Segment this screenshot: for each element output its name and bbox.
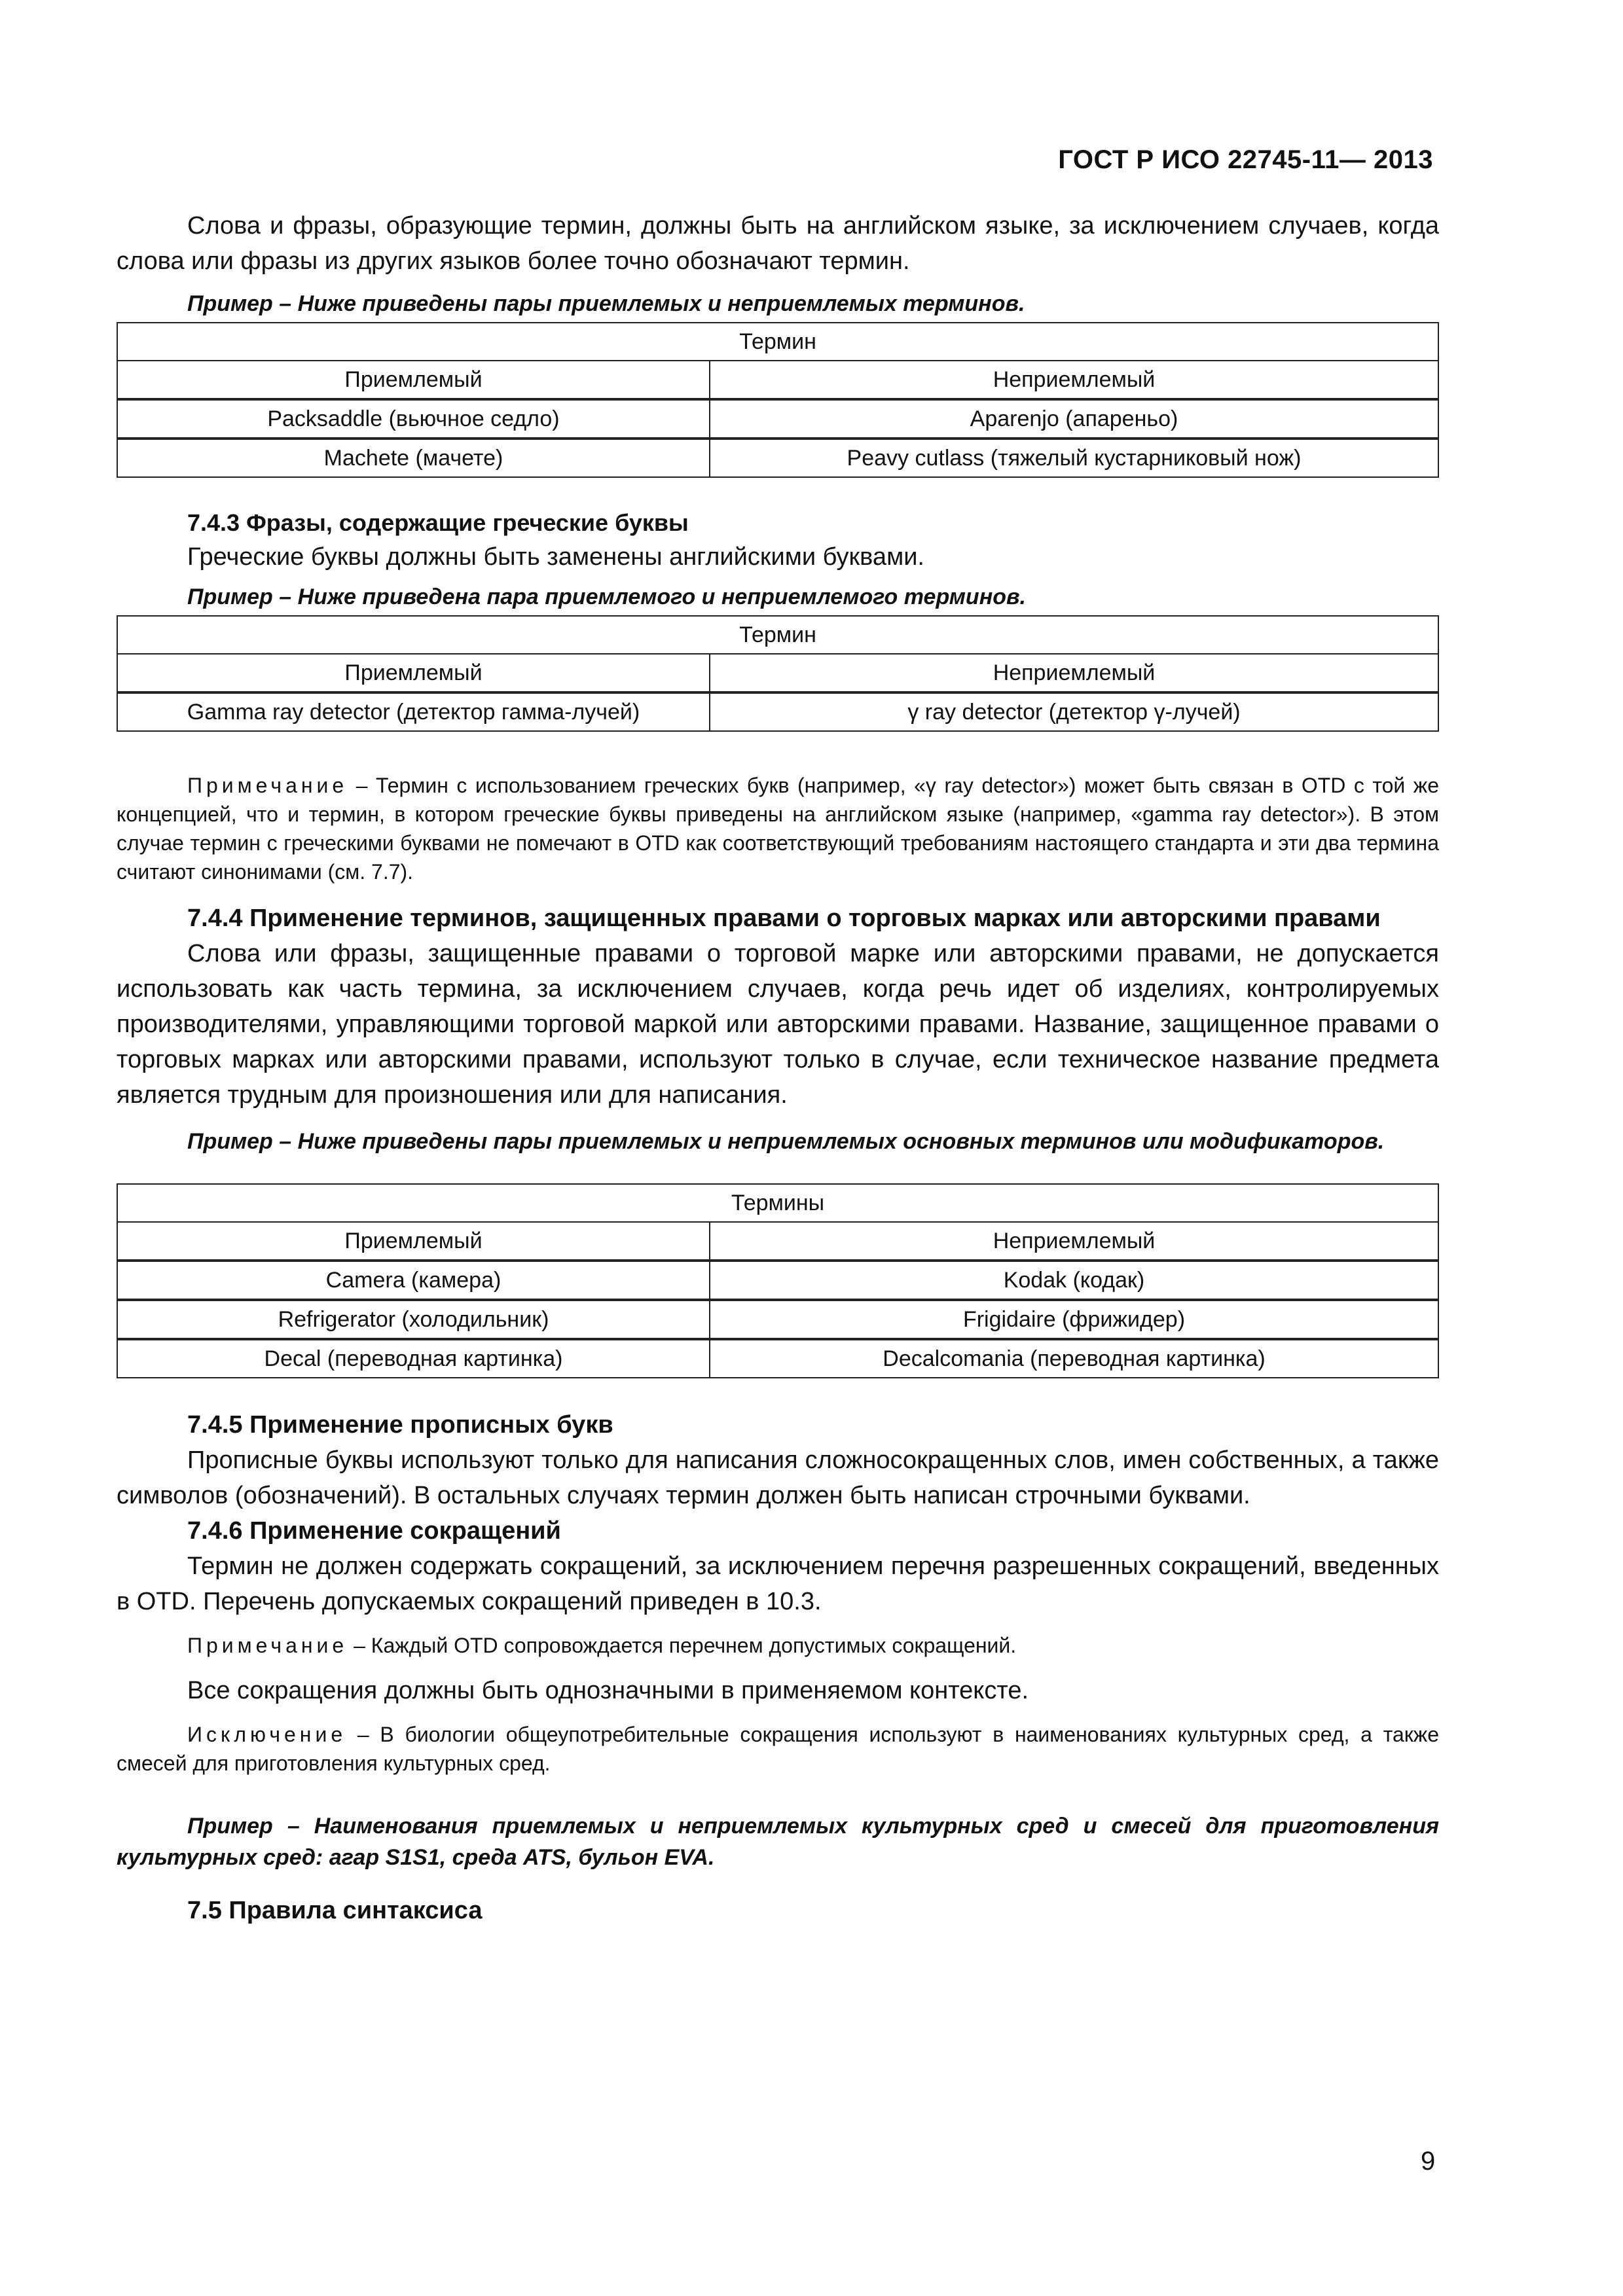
section-paragraph: Прописные буквы используют только для написания сложносокращенных слов, имен собственных, а также символов (обозначений). В остальных случаях термин должен быть написан строчными буквами. [117,1446,1439,1509]
section-heading-7-5: 7.5 Правила синтаксиса [187,1897,483,1924]
table-row [117,399,1438,439]
col-header-unacceptable: Неприемлемый [710,654,1438,692]
table-title: Термин [117,616,1438,654]
section-example: Пример – Наименования приемлемых и неприемлемых культурных сред и смесей для приготовления культурных сред: агар S1S1, среда ATS, бульон EVA. [117,1814,1439,1870]
section-heading-7-4-4: 7.4.4 Применение терминов, защищенных правами о торговых марках или авторскими правами [187,905,1381,932]
note-7-4-6 [117,1631,1439,1660]
exception-text: – В биологии общеупотребительные сокращения используют в наименованиях культурных сред, а также смесей для приготовления культурных сред. [117,1723,1439,1775]
table-title: Термин [117,323,1438,361]
exception-label: Исключение [187,1723,347,1746]
table-row [117,1261,1438,1300]
intro-example: Пример – Ниже приведены пары приемлемых и неприемлемых терминов. [187,291,1025,316]
note-text: – Каждый OTD сопровождается перечнем допустимых сокращений. [348,1634,1017,1657]
table-row [117,1339,1438,1378]
table-row [117,439,1438,477]
col-header-acceptable: Приемлемый [117,1222,710,1261]
col-header-acceptable: Приемлемый [117,654,710,692]
section-example: Пример – Ниже приведена пара приемлемого и неприемлемого терминов. [187,584,1026,609]
cell-acceptable: Gamma ray detector (детектор гамма-лучей) [117,692,710,731]
page-content [117,208,1439,1928]
page-number: 9 [1421,2147,1436,2176]
section-paragraph: Термин не должен содержать сокращений, за исключением перечня разрешенных сокращений, введенных в OTD. Перечень допускаемых сокращений приведен в 10.3. [117,1552,1439,1615]
cell-unacceptable: Aparenjo (апареньо) [710,399,1438,439]
cell-acceptable: Camera (камера) [117,1261,710,1300]
cell-acceptable: Packsaddle (вьючное седло) [117,399,710,439]
note-7-4-3 [117,771,1439,886]
note-label: Примечание [187,1634,348,1657]
section-heading-7-4-3: 7.4.3 Фразы, содержащие греческие буквы [187,509,689,536]
cell-unacceptable: γ ray detector (детектор γ-лучей) [710,692,1438,731]
col-header-acceptable: Приемлемый [117,361,710,399]
cell-unacceptable: Decalcomania (переводная картинка) [710,1339,1438,1378]
note-label: Примечание [187,774,348,797]
terms-table-1 [117,322,1439,478]
terms-table-3 [117,1183,1439,1378]
exception-7-4-6 [117,1720,1439,1778]
document-code-header: ГОСТ Р ИСО 22745-11— 2013 [1058,145,1433,174]
terms-table-2 [117,615,1439,732]
section-heading-7-4-5: 7.4.5 Применение прописных букв [187,1411,613,1439]
section-example: Пример – Ниже приведены пары приемлемых и неприемлемых основных терминов или модификаторов. [187,1129,1385,1154]
table-row [117,1300,1438,1339]
section-paragraph: Слова или фразы, защищенные правами о торговой марке или авторскими правами, не допускается использовать как часть термина, за исключением случаев, когда речь идет об изделиях, контролируемых производителями, управляющими торговой маркой или авторскими правами. Название, защищенное правами о торговых марках или авторскими правами, используют только в случае, если техническое название предмета является трудным для произношения или для написания. [117,940,1439,1109]
section-paragraph: Все сокращения должны быть однозначными в применяемом контексте. [187,1677,1029,1704]
note-text: – Термин с использованием греческих букв (например, «γ ray detector») может быть связан в OTD с той же концепцией, что и термин, в котором греческие буквы приведены на английском языке (например, «gamma ray detector»). В этом случае термин с греческими буквами не помечают в OTD как соответствующий требованиям настоящего стандарта и эти два термина считают синонимами (см. 7.7). [117,774,1439,884]
cell-acceptable: Machete (мачете) [117,439,710,477]
section-paragraph: Греческие буквы должны быть заменены английскими буквами. [187,543,924,571]
table-title: Термины [117,1184,1438,1222]
cell-acceptable: Refrigerator (холодильник) [117,1300,710,1339]
cell-acceptable: Decal (переводная картинка) [117,1339,710,1378]
table-row [117,692,1438,731]
cell-unacceptable: Peavy cutlass (тяжелый кустарниковый нож) [710,439,1438,477]
col-header-unacceptable: Неприемлемый [710,361,1438,399]
section-heading-7-4-6: 7.4.6 Применение сокращений [187,1517,561,1545]
cell-unacceptable: Kodak (кодак) [710,1261,1438,1300]
cell-unacceptable: Frigidaire (фрижидер) [710,1300,1438,1339]
intro-paragraph: Слова и фразы, образующие термин, должны быть на английском языке, за исключением случаев, когда слова или фразы из других языков более точно обозначают термин. [117,212,1439,275]
col-header-unacceptable: Неприемлемый [710,1222,1438,1261]
